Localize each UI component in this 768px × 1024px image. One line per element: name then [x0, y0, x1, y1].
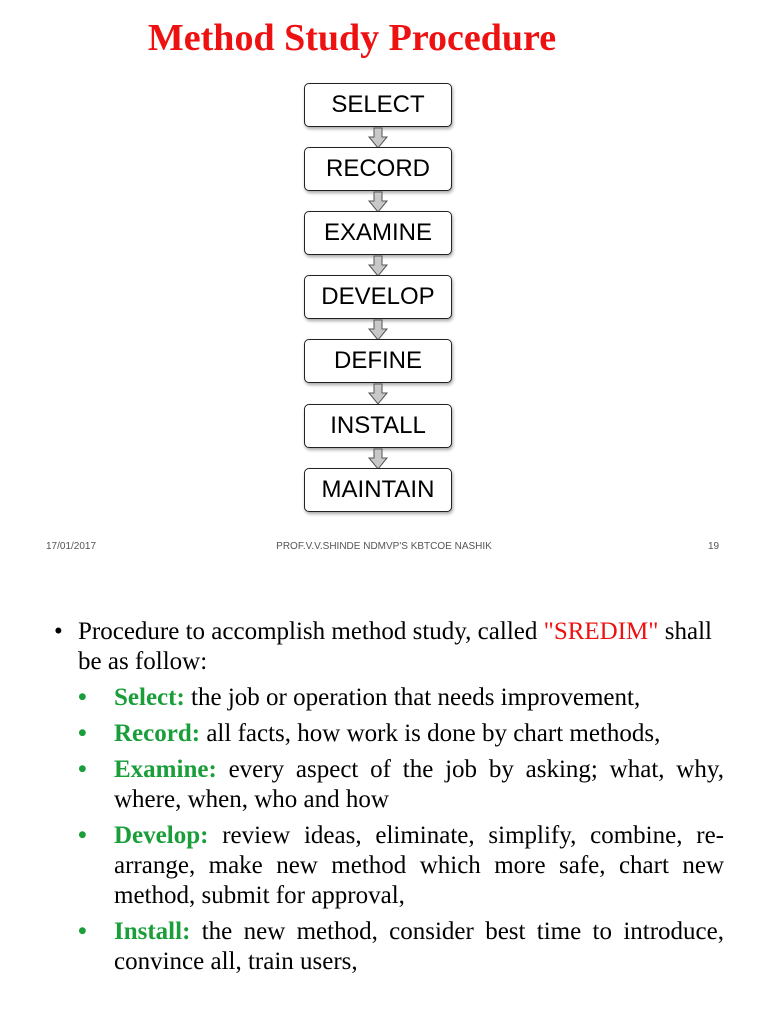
- list-item: [54, 917, 724, 977]
- intro-suffix: shall be as follow:: [78, 618, 712, 675]
- flow-step-define: DEFINE: [304, 339, 452, 383]
- bullet-icon: •: [78, 918, 87, 945]
- footer-author: PROF.V.V.SHINDE NDMVP'S KBTCOE NASHIK: [276, 541, 492, 552]
- step-text: the new method, consider best time to introduce, convince all, train users,: [114, 918, 724, 975]
- step-text: every aspect of the job by asking; what, why, where, when, who and how: [114, 756, 724, 813]
- step-term: Select:: [114, 684, 185, 711]
- down-arrow-icon: [367, 255, 389, 277]
- footer-page-number: 19: [708, 541, 720, 552]
- bullet-icon: •: [78, 720, 87, 747]
- list-item: [54, 821, 724, 911]
- flow-step-examine: EXAMINE: [304, 211, 452, 255]
- intro-prefix: Procedure to accomplish method study, called: [78, 618, 544, 645]
- step-term: Install:: [114, 918, 191, 945]
- down-arrow-icon: [367, 191, 389, 213]
- bullet-icon: •: [78, 822, 87, 849]
- list-item: [54, 719, 724, 749]
- sredim-highlight: "SREDIM": [543, 618, 659, 645]
- list-item: [54, 755, 724, 815]
- down-arrow-icon: [367, 127, 389, 149]
- down-arrow-icon: [367, 448, 389, 470]
- down-arrow-icon: [367, 383, 389, 405]
- step-text: the job or operation that needs improvement,: [184, 684, 641, 711]
- flow-step-install: INSTALL: [304, 404, 452, 448]
- bullet-icon: •: [78, 756, 87, 783]
- slide-title: Method Study Procedure: [147, 17, 557, 59]
- flow-step-maintain: MAINTAIN: [304, 468, 452, 512]
- procedure-text: [54, 617, 724, 977]
- step-term: Record:: [114, 720, 201, 747]
- footer-date: 17/01/2017: [46, 541, 97, 552]
- flow-step-develop: DEVELOP: [304, 275, 452, 319]
- flow-step-select: SELECT: [304, 83, 452, 127]
- step-term: Examine:: [114, 756, 217, 783]
- intro-bullet: [54, 617, 724, 677]
- bullet-icon: •: [78, 684, 87, 711]
- down-arrow-icon: [367, 319, 389, 341]
- step-text: review ideas, eliminate, simplify, combine, re-arrange, make new method which more safe, chart new method, submit for approval,: [114, 822, 724, 909]
- list-item: [54, 683, 724, 713]
- bullet-icon: •: [54, 618, 63, 645]
- step-text: all facts, how work is done by chart methods,: [200, 720, 661, 747]
- steps-list: [54, 683, 724, 977]
- step-term: Develop:: [114, 822, 209, 849]
- flow-step-record: RECORD: [304, 147, 452, 191]
